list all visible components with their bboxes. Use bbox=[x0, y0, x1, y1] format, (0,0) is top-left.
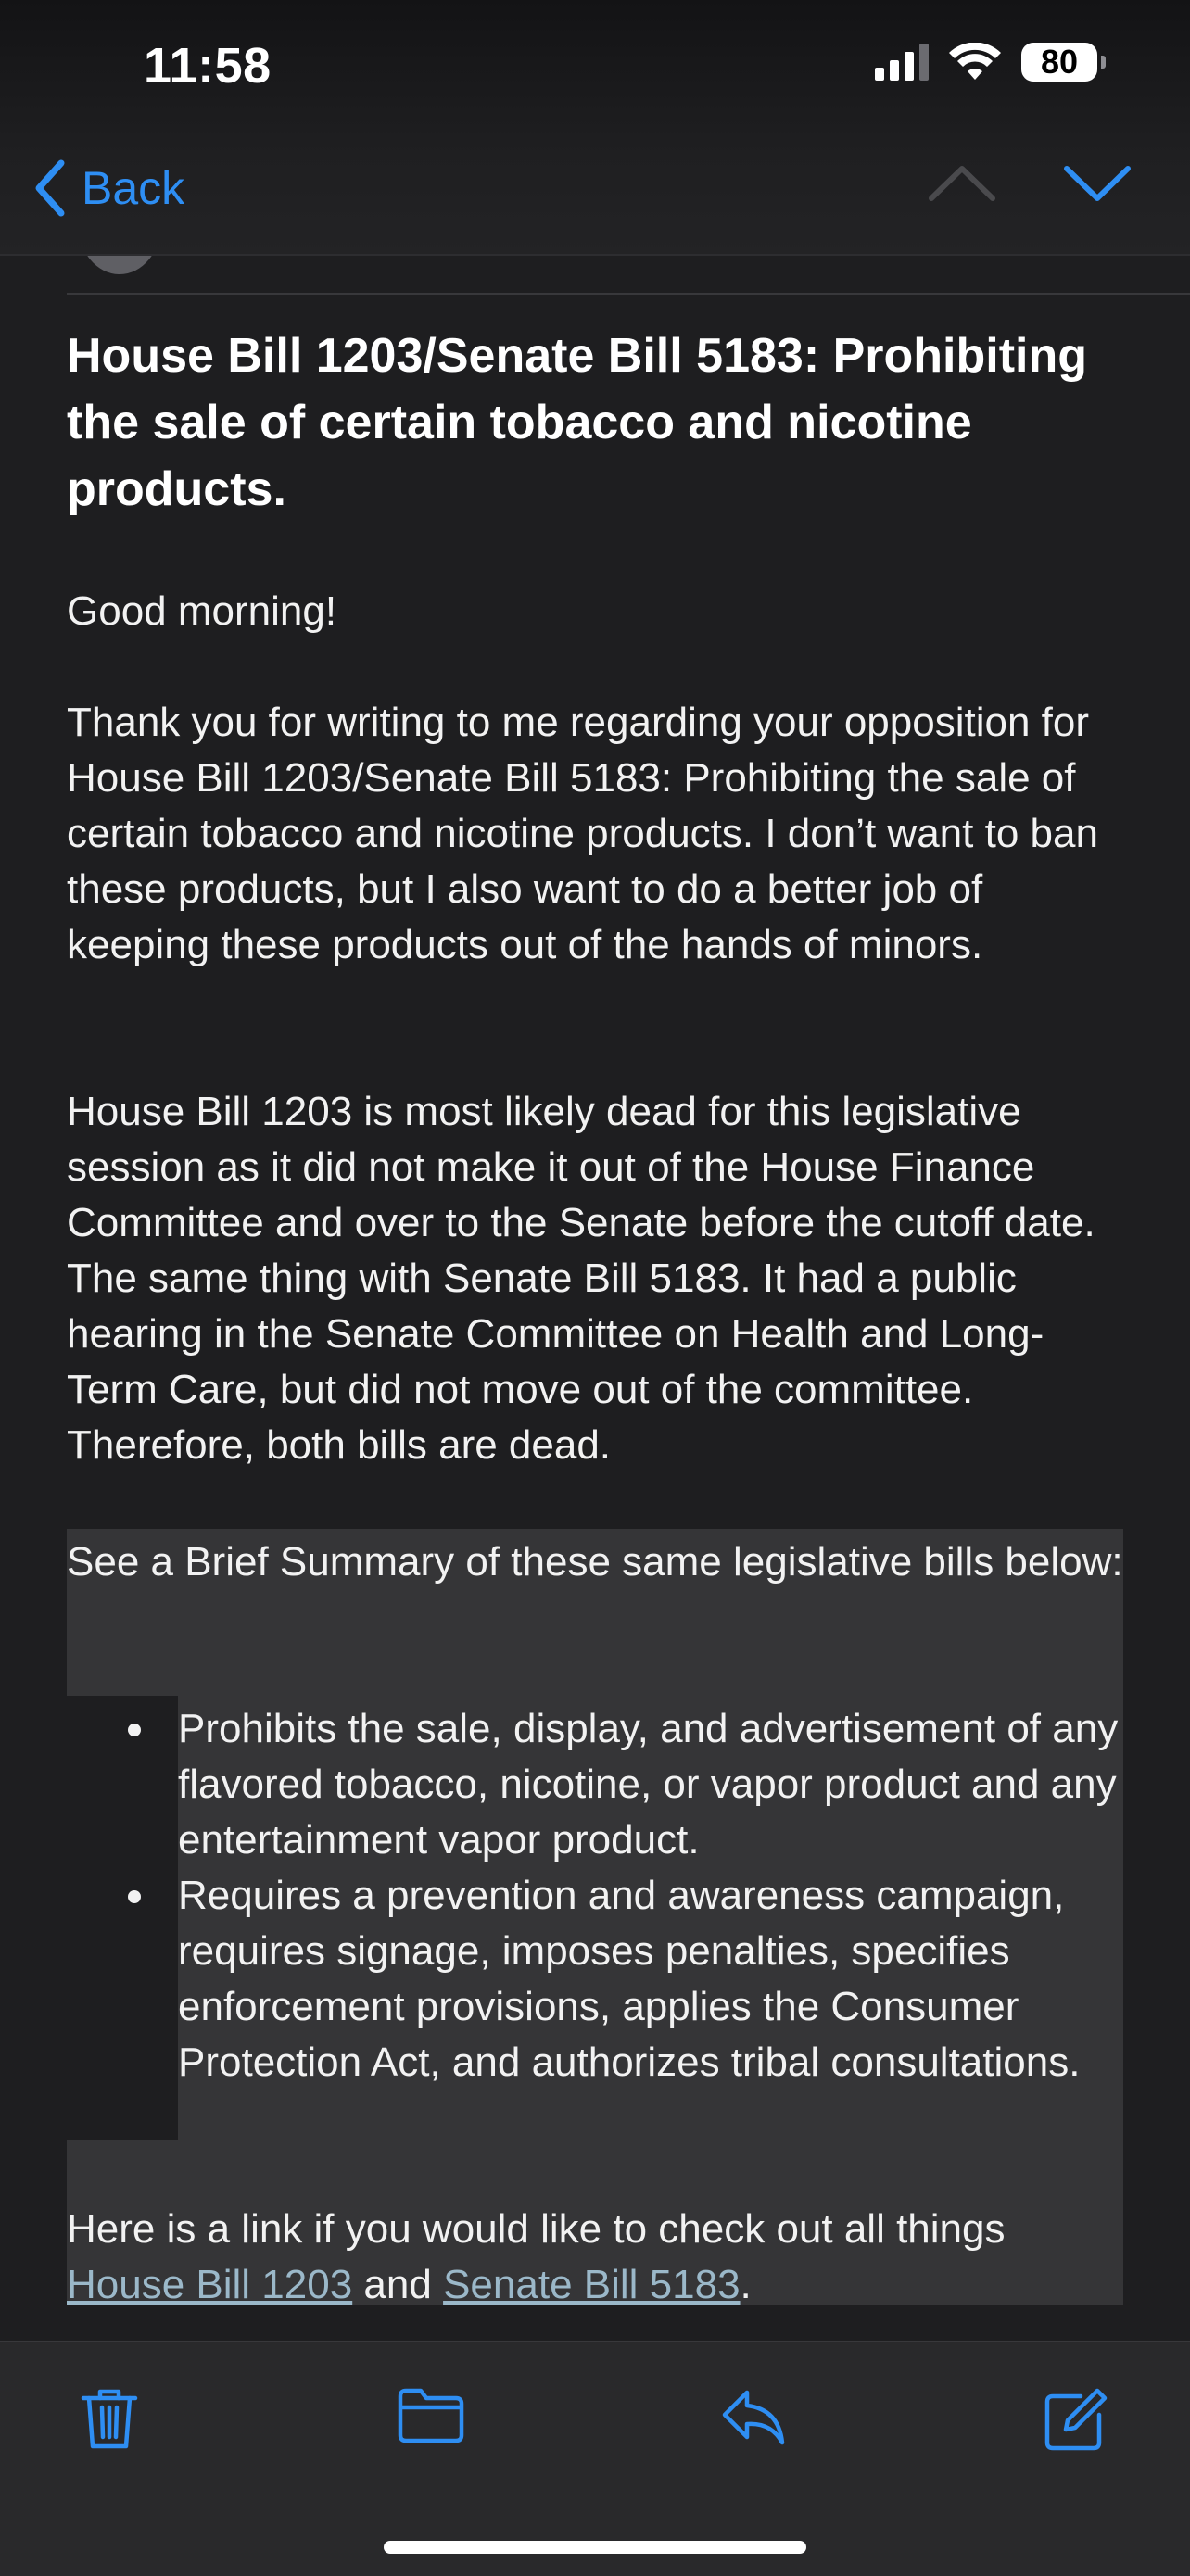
top-divider bbox=[0, 254, 1190, 256]
list-item bbox=[67, 1868, 1133, 2090]
back-button[interactable] bbox=[33, 159, 184, 217]
status-time: 11:58 bbox=[144, 38, 272, 94]
list-item-text: Requires a prevention and awareness campaign, requires signage, imposes penalties, specifies enforcement provisions, applies the Consumer Protection Act, and authorizes tribal consultations. bbox=[178, 1873, 1081, 2085]
house-bill-link[interactable]: House Bill 1203 bbox=[67, 2262, 353, 2307]
chevron-left-icon bbox=[33, 159, 67, 217]
link-paragraph-prefix: Here is a link if you would like to check out all things bbox=[67, 2206, 1006, 2252]
bottom-toolbar bbox=[0, 2341, 1190, 2576]
chevron-down-icon[interactable] bbox=[1062, 163, 1133, 204]
header-divider bbox=[67, 293, 1190, 295]
summary-intro: See a Brief Summary of these same legislative bills below: bbox=[67, 1539, 1123, 1585]
link-paragraph-middle: and bbox=[352, 2262, 444, 2307]
email-content[interactable] bbox=[0, 256, 1190, 2341]
compose-icon[interactable] bbox=[1044, 2387, 1108, 2452]
email-subject: House Bill 1203/Senate Bill 5183: Prohibiting the sale of certain tobacco and nicotine products. bbox=[67, 329, 1087, 516]
top-chrome bbox=[0, 0, 1190, 256]
back-label: Back bbox=[82, 162, 185, 214]
battery-icon bbox=[1021, 43, 1097, 82]
home-indicator[interactable] bbox=[384, 2541, 806, 2554]
summary-list bbox=[67, 1701, 1133, 2090]
list-item bbox=[67, 1701, 1133, 1868]
senate-bill-link[interactable]: Senate Bill 5183 bbox=[443, 2262, 741, 2307]
email-greeting: Good morning! bbox=[67, 588, 337, 634]
avatar bbox=[78, 256, 161, 274]
trash-icon[interactable] bbox=[80, 2387, 139, 2452]
folder-icon[interactable] bbox=[397, 2387, 465, 2444]
chevron-up-icon[interactable] bbox=[927, 163, 997, 204]
status-icons bbox=[875, 43, 1097, 82]
bullet-icon bbox=[128, 1890, 141, 1903]
link-paragraph bbox=[67, 2202, 1133, 2313]
email-paragraph-2: House Bill 1203 is most likely dead for this legislative session as it did not make it out of the House Finance Committee and over to the Senate before the cutoff date. The same thing with Senate Bill 5183. It had a public hearing in the Senate Committee on Health and Long-Term Care, but did not move out of the committee. Therefore, both bills are dead. bbox=[67, 1089, 1095, 1468]
wifi-icon bbox=[949, 43, 1001, 82]
link-paragraph-suffix: . bbox=[740, 2262, 752, 2307]
bullet-icon bbox=[128, 1724, 141, 1736]
email-paragraph-1: Thank you for writing to me regarding your opposition for House Bill 1203/Senate Bill 5183: Prohibiting the sale of certain tobacco and nicotine products. I don’t want to ban these products, but I also want to do a better job of keeping these products out of the hands of minors. bbox=[67, 700, 1098, 967]
battery-level: 80 bbox=[1040, 43, 1079, 81]
signal-icon bbox=[875, 44, 929, 81]
list-item-text: Prohibits the sale, display, and advertisement of any flavored tobacco, nicotine, or vapor product and any entertainment vapor product. bbox=[178, 1706, 1119, 1863]
reply-icon[interactable] bbox=[719, 2387, 788, 2448]
